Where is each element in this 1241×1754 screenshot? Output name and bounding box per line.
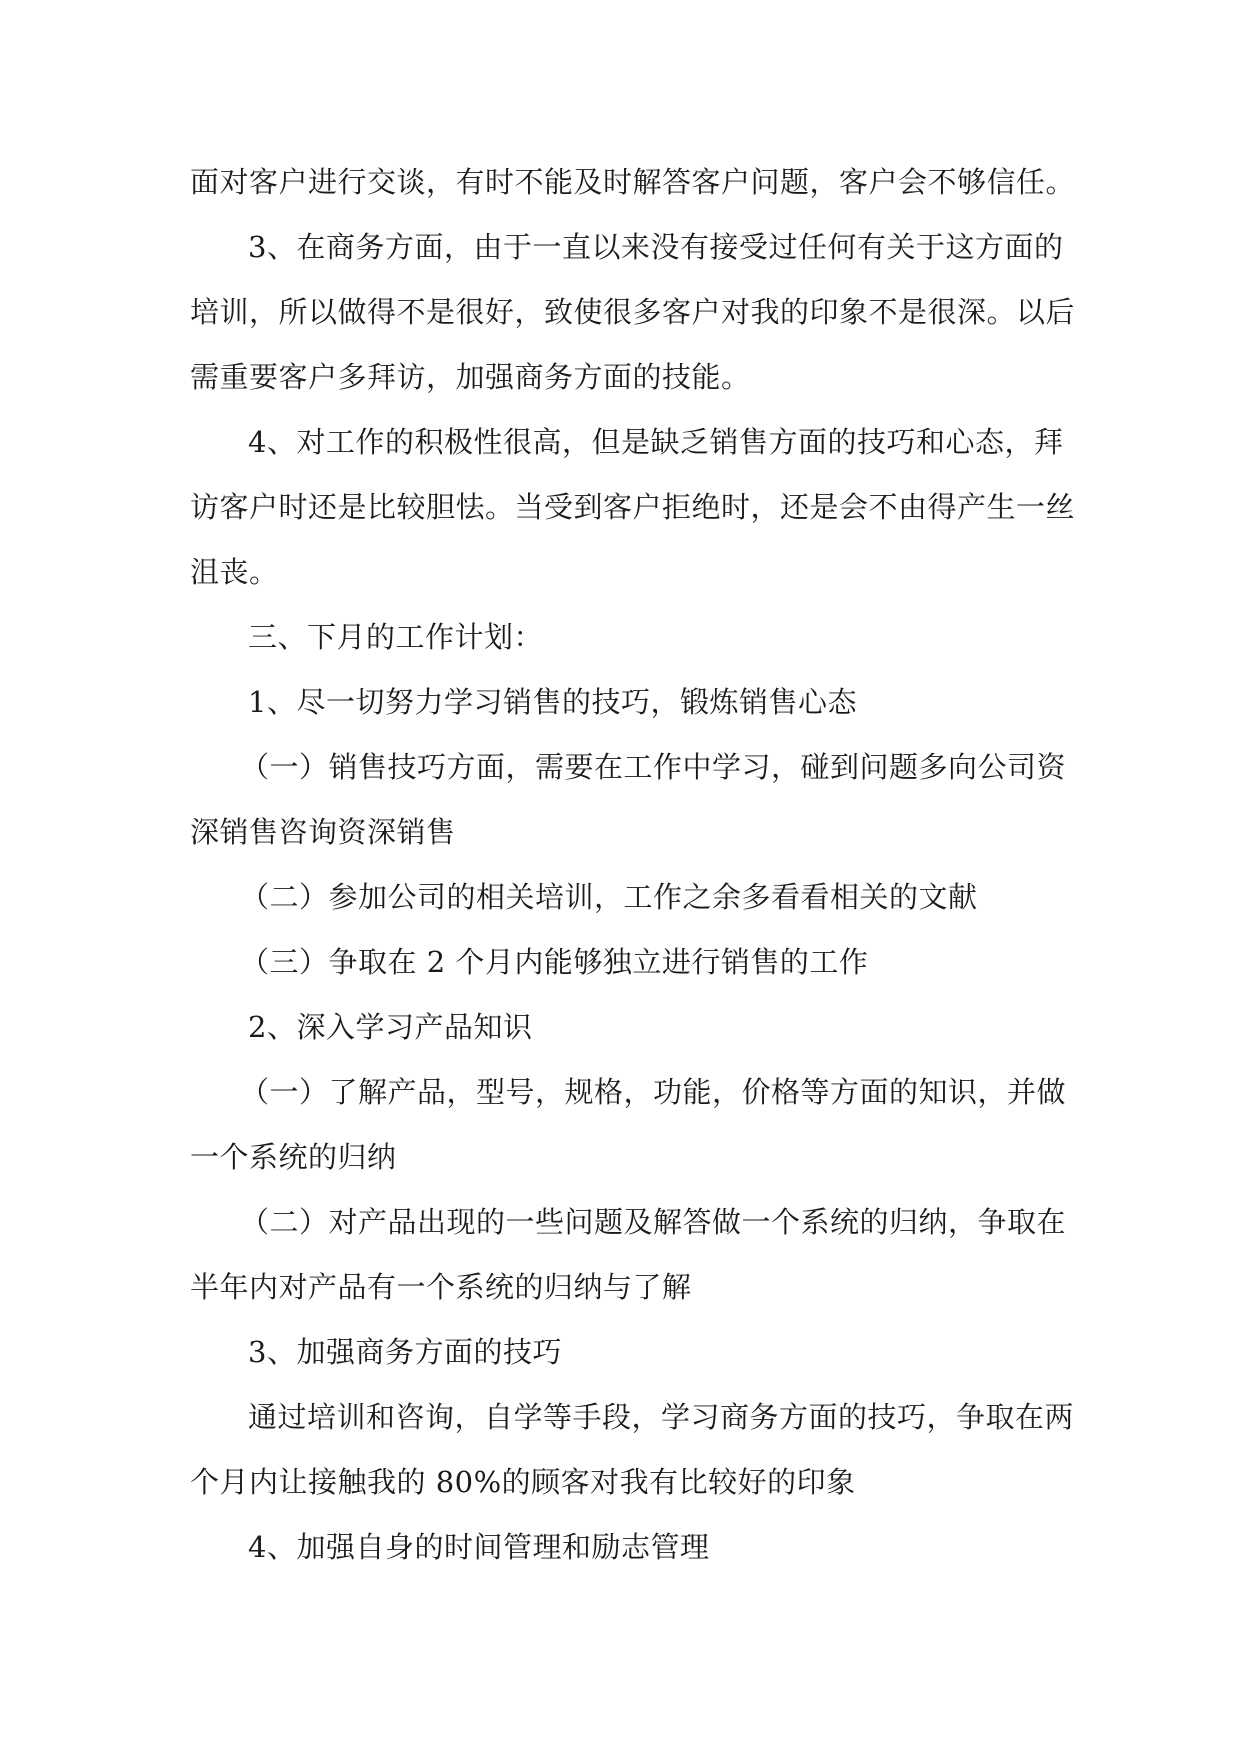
document-page	[190, 150, 1076, 1580]
text-line: 培训，所以做得不是很好，致使很多客户对我的印象不是很深。以后	[190, 295, 1076, 329]
text-line: 访客户时还是比较胆怯。当受到客户拒绝时，还是会不由得产生一丝	[190, 490, 1076, 524]
text-line: 3、加强商务方面的技巧	[248, 1335, 562, 1369]
text-line: 面对客户进行交谈，有时不能及时解答客户问题，客户会不够信任。	[190, 165, 1076, 199]
text-line: 2、深入学习产品知识	[248, 1010, 533, 1044]
text-line: 一个系统的归纳	[190, 1140, 397, 1174]
text-line: 3、在商务方面，由于一直以来没有接受过任何有关于这方面的	[248, 230, 1064, 264]
text-line: （二）参加公司的相关培训，工作之余多看看相关的文献	[240, 880, 978, 914]
text-line: （三）争取在 2 个月内能够独立进行销售的工作	[240, 945, 869, 979]
text-line: （一）了解产品，型号，规格，功能，价格等方面的知识，并做	[240, 1075, 1067, 1109]
text-line: 需重要客户多拜访，加强商务方面的技能。	[190, 360, 751, 394]
text-line: 1、尽一切努力学习销售的技巧，锻炼销售心态	[248, 685, 857, 719]
text-line: 4、对工作的积极性很高，但是缺乏销售方面的技巧和心态，拜	[248, 425, 1064, 459]
text-line: 半年内对产品有一个系统的归纳与了解	[190, 1270, 692, 1304]
text-line: （二）对产品出现的一些问题及解答做一个系统的归纳，争取在	[240, 1205, 1067, 1239]
text-line: 个月内让接触我的 80%的顾客对我有比较好的印象	[190, 1465, 856, 1499]
text-line: 通过培训和咨询，自学等手段，学习商务方面的技巧，争取在两	[248, 1400, 1075, 1434]
text-line: 深销售咨询资深销售	[190, 815, 456, 849]
text-line: 沮丧。	[190, 555, 279, 589]
text-line: （一）销售技巧方面，需要在工作中学习，碰到问题多向公司资	[240, 750, 1067, 784]
text-line: 4、加强自身的时间管理和励志管理	[248, 1530, 710, 1564]
section-heading: 三、下月的工作计划：	[248, 620, 544, 654]
